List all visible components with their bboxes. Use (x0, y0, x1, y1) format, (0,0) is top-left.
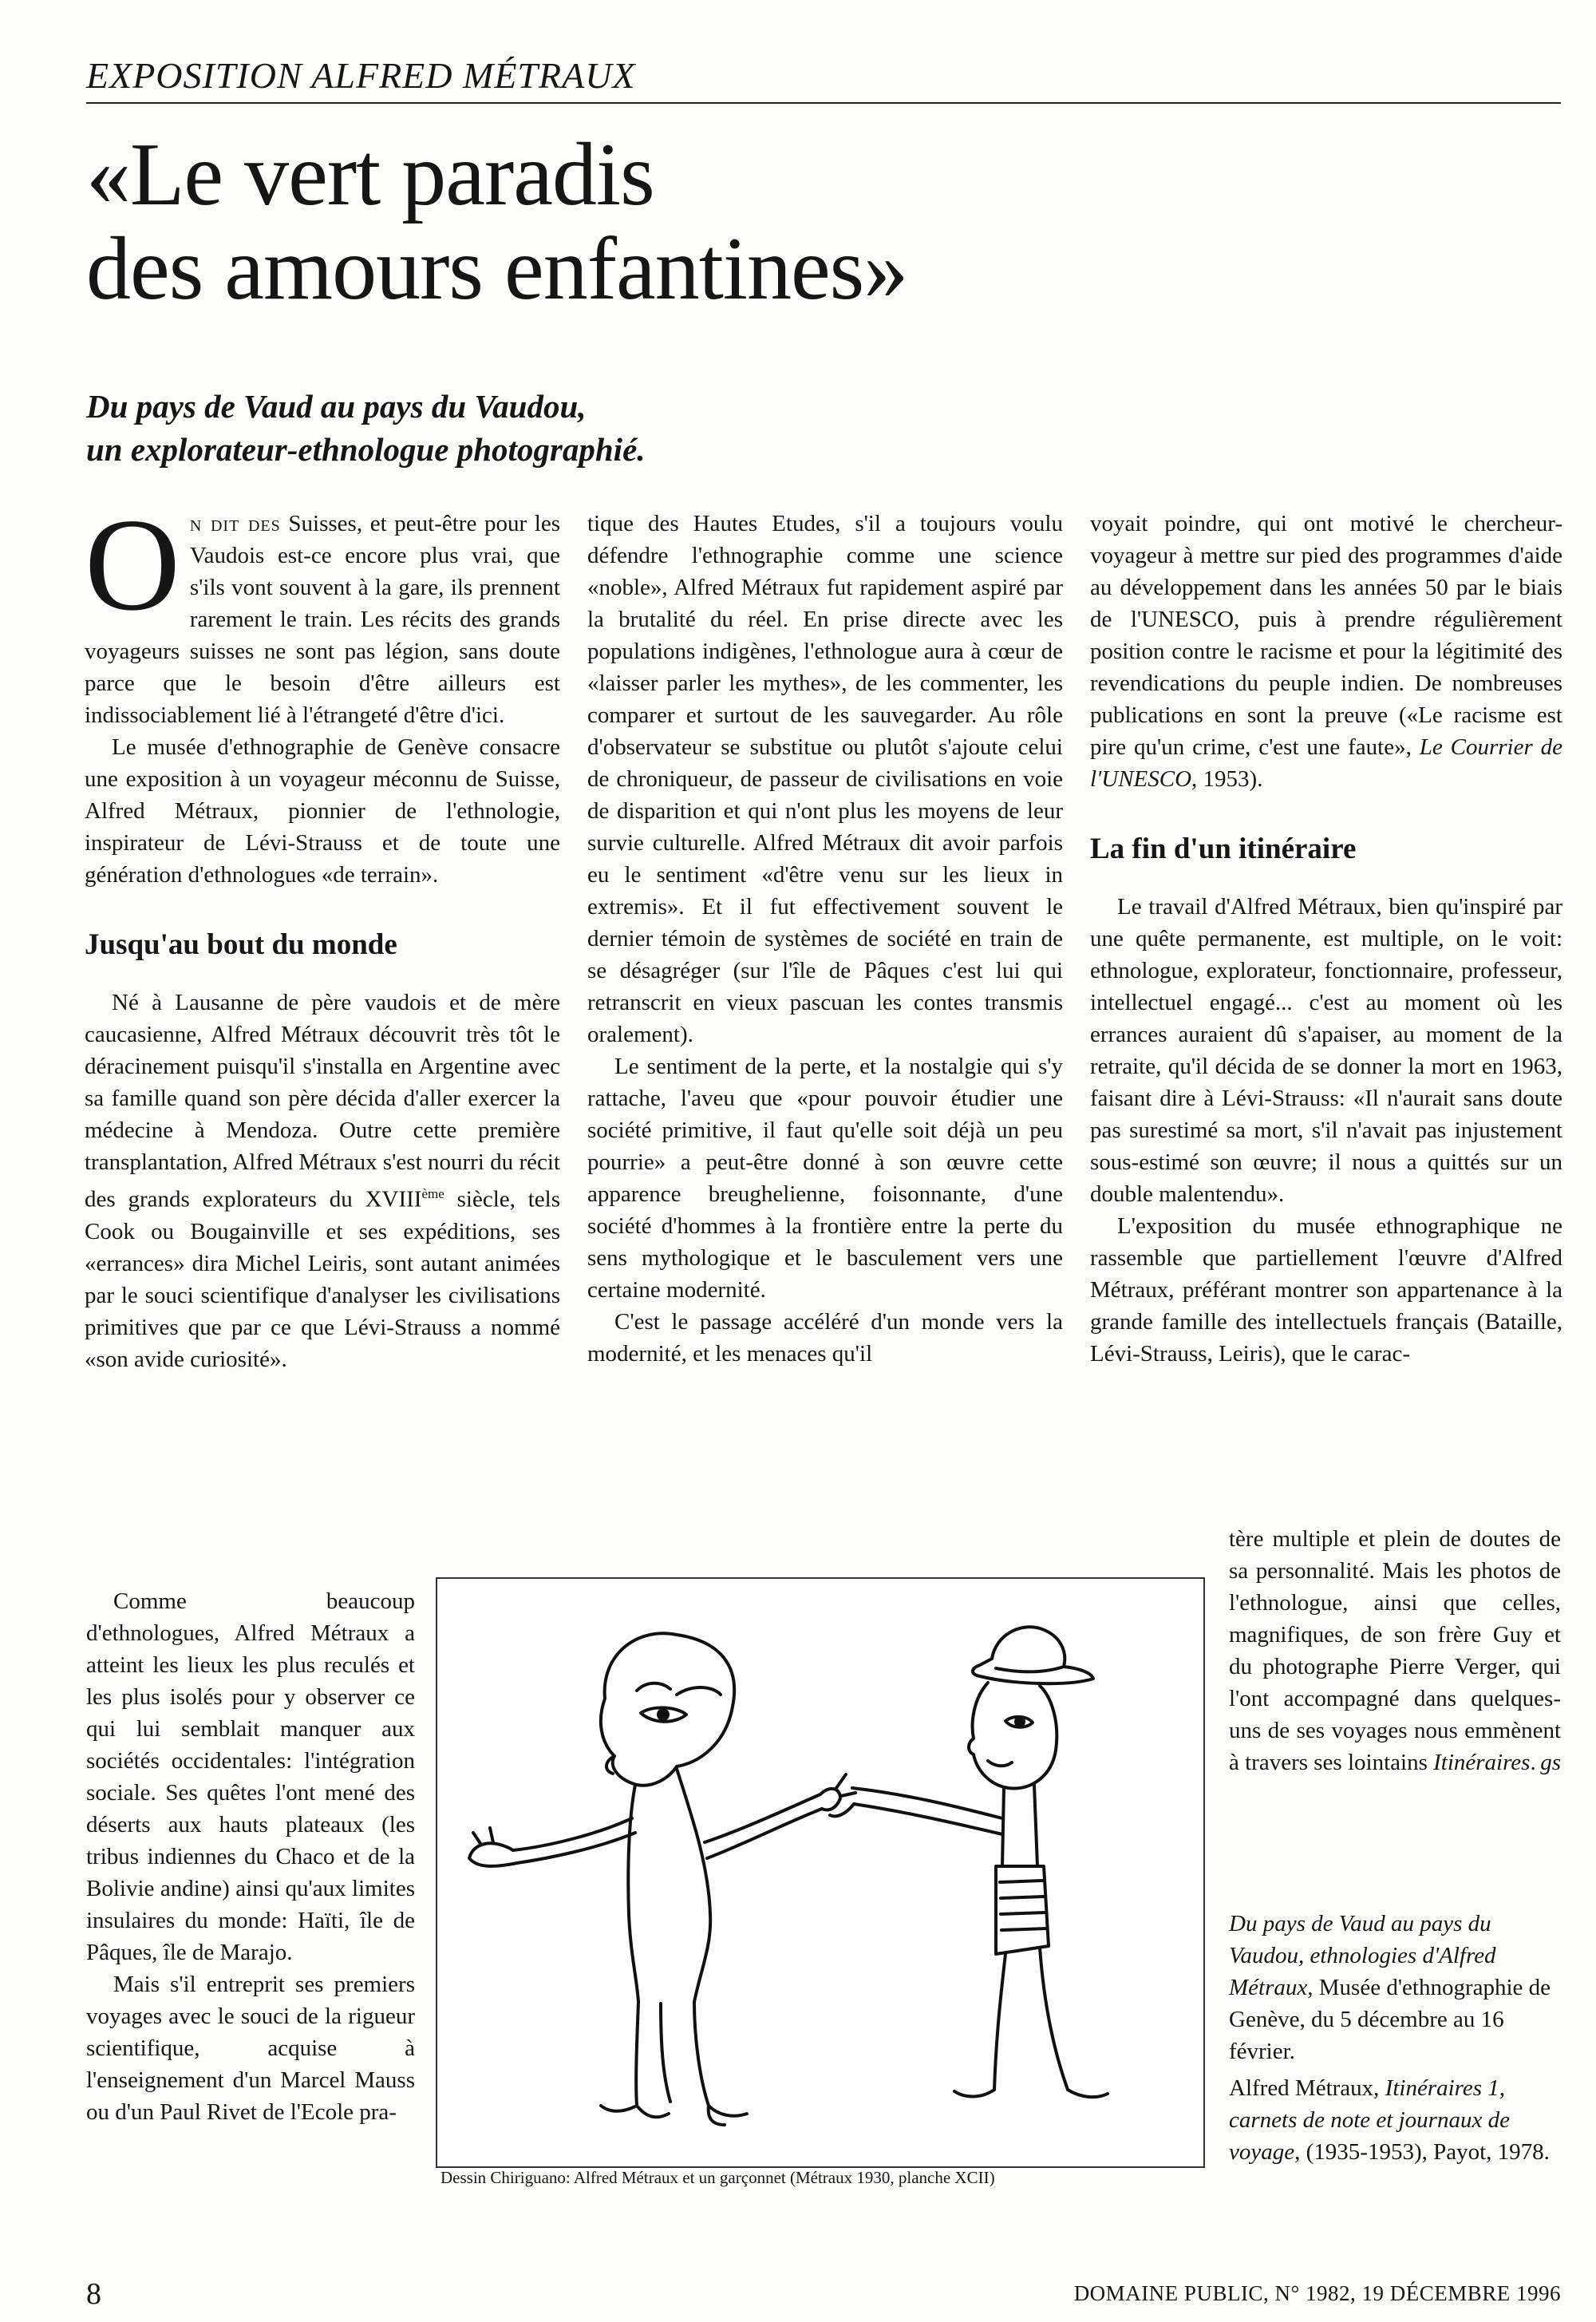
lead-small-caps: n dit des (189, 511, 281, 536)
article-title (86, 125, 908, 318)
figure-metraux-left-hand (469, 1828, 517, 1866)
page-number: 8 (86, 2277, 101, 2311)
column-1 (85, 491, 561, 1375)
article-subtitle (86, 385, 646, 471)
paragraph-first-voyages: Mais s'il entreprit ses premiers voyages avec le souci de la rigueur scientifique, acquise à l'enseignement d'un Marcel Mauss ou d'un Paul Rivet de l'Ecole pra- (86, 1972, 415, 2125)
article-title-line-2: des amours enfantines» (86, 220, 908, 318)
book-publisher: , (1935-1953), Payot, 1978. (1294, 2139, 1550, 2165)
paragraph-modernity: C'est le passage accéléré d'un monde vers la modernité, et les menaces qu'il (587, 1309, 1063, 1367)
publication-footer: DOMAINE PUBLIC, N° 1982, 19 DÉCEMBRE 1996 (1073, 2281, 1561, 2305)
book-reference (1229, 2072, 1561, 2168)
figure-boy-legs (994, 1948, 1068, 2090)
chiriguano-drawing (437, 1579, 1203, 2166)
paragraph-exposition: L'exposition du musée ethnographique ne rassemble que partiellement l'œuvre d'Alfred Métraux, préférant montrer son appartenance à la grande famille des intellectuels français (Bataille, Lévi-Strauss, Leiris), que le carac- (1090, 1213, 1562, 1367)
paragraph-chronicler: tique des Hautes Etudes, s'il a toujours voulu défendre l'ethnographie comme une science «noble», Alfred Métraux fut rapidement aspiré par la brutalité du réel. En prise directe avec les populations indigènes, l'ethnologue aura à cœur de «laisser parler les mythes», de les commenter, les comparer et surtout de les sauvegarder. Au rôle d'observateur se substitue ou plutôt s'ajoute celui de chroniqueur, de passeur de civilisations en voie de disparition et qui n'ont plus les moyens de leur survie culturelle. Alfred Métraux dit avoir parfois eu le sentiment «d'être venu sur les lieux in extremis». Et il fut effectivement souvent le dernier témoin de systèmes de société en train de se désagréger (sur l'île de Pâques c'est lui qui retranscrit en vieux pascuan les contes transmis oralement). (587, 511, 1063, 1047)
illustration-caption: Dessin Chiriguano: Alfred Métraux et un garçonnet (Métraux 1930, planche XCII) (440, 2168, 995, 2187)
paragraph-photos-end: . (1530, 1750, 1536, 1775)
header-rule (86, 102, 1561, 104)
exhibition-venue-dates: , Musée d'ethnographie de Genève, du 5 décembre au 16 février. (1229, 1975, 1551, 2064)
paragraph-multiple-work: Le travail d'Alfred Métraux, bien qu'inspiré par une quête permanente, est multiple, on le voit: ethnologue, explorateur, fonctionnaire, professeur, intellectuel engagé... c'est au moment où les errances auraient dû s'apaiser, au moment de la retraite, qu'il décida de se donner la mort en 1963, faisant dire à Lévi-Strauss: «Il n'aurait sans doute pas surestimé sa mort, s'il n'avait pas injustement sous-estimé son œuvre; il nous a quittés sur un double malentendu». (1090, 894, 1562, 1207)
exhibition-info (1229, 1908, 1561, 2173)
column-3 (1090, 508, 1562, 1370)
paragraph-biography-text-b: siècle, tels Cook ou Bougainville et ses expéditions, ses «errances» dira Michel Leiris, sont autant animées par le souci scientifique d'analyser les civilisations primitives que par ce que Lévi-Strauss a nommé «son avide curiosité». (85, 1186, 560, 1372)
paragraph-unesco (1090, 508, 1562, 795)
article-title-line-1: «Le vert paradis (86, 125, 654, 224)
section-kicker: EXPOSITION ALFRED MÉTRAUX (86, 55, 636, 96)
subheading-fin-itineraire: La fin d'un itinéraire (1090, 833, 1357, 865)
book-author: Alfred Métraux, (1229, 2075, 1385, 2101)
exhibition-details (1229, 1908, 1561, 2067)
paragraph-exhibition: Le musée d'ethnographie de Genève consacre une exposition à un voyageur méconnu de Suisse, Alfred Métraux, pionnier de l'ethnologie, inspirateur de Lévi-Strauss et de toute une génération d'ethnologues «de terrain». (85, 734, 560, 888)
figure-metraux-right-hand (820, 1774, 855, 1810)
illustration-frame (436, 1577, 1205, 2168)
subheading-bout-du-monde: Jusqu'au bout du monde (85, 928, 397, 961)
paragraph-unesco-end: , 1953). (1191, 766, 1263, 792)
figure-metraux-right-arm (705, 1794, 822, 1858)
column-1-lower (86, 1585, 415, 2128)
paragraph-quests: Comme beaucoup d'ethnologues, Alfred Métraux a atteint les lieux les plus reculés et les plus isolés pour y observer ce qui lui semblait manquer aux sociétés occidentales: l'intégration sociale. Ses quêtes l'ont mené des déserts aux hauts plateaux (les tribus indiennes du Chaco et de la Bolivie andine) ainsi qu'aux limites insulaires du monde: Haïti, île de Pâques, île de Marajo. (86, 1588, 415, 1965)
column-3-lower (1229, 1523, 1561, 1778)
itineraires-title: Itinéraires (1433, 1750, 1531, 1775)
paragraph-biography-text-a: Né à Lausanne de père vaudois et de mère caucasienne, Alfred Métraux découvrit très tôt le déracinement puisqu'il s'installa en Argentine avec sa famille quand son père décida d'aller exercer la médecine à Mendoza. Outre cette première transplantation, Alfred Métraux s'est nourri du récit des grands explorateurs du XVIII (85, 990, 560, 1212)
figure-boy-hat (973, 1627, 1093, 1683)
book-title: Itinéraires 1, carnets de note et journaux de voyage (1229, 2075, 1510, 2165)
paragraph-biography (85, 987, 560, 1375)
paragraph-intro-text: Suisses, et peut-être pour les Vaudois est-ce encore plus vrai, que s'ils vont souvent à la gare, ils prennent rarement le train. Les récits des grands voyageurs suisses ne sont pas légion, sans doute parce que le besoin d'être ailleurs est indissociablement lié à l'étrangeté d'être d'ici. (85, 511, 561, 728)
figure-boy-head (969, 1683, 1057, 1789)
figure-boy-arm (852, 1788, 1002, 1834)
paragraph-intro (85, 491, 561, 731)
column-2 (587, 508, 1063, 1370)
figure-metraux-left-arm (513, 1818, 635, 1863)
article-subtitle-line-2: un explorateur-ethnologue photographié. (86, 431, 646, 468)
author-signature: gs (1540, 1750, 1561, 1775)
superscript-eme: ème (421, 1186, 444, 1201)
courrier-unesco-title: Le Courrier de l'UNESCO (1090, 734, 1563, 792)
exhibition-title: Du pays de Vaud au pays du Vaudou, ethnologies d'Alfred Métraux (1229, 1911, 1496, 2000)
article-subtitle-line-1: Du pays de Vaud au pays du Vaudou, (86, 388, 587, 425)
paragraph-photos (1229, 1523, 1561, 1778)
drop-cap: O (85, 491, 180, 638)
paragraph-photos-text: tère multiple et plein de doutes de sa personnalité. Mais les photos de l'ethnologue, ainsi que celles, magnifiques, de son frère Guy et du photographe Pierre Verger, qui l'ont accompagné dans quelques-uns de ses voyages nous emmènent à travers ses lointains (1229, 1526, 1561, 1775)
figure-metraux-legs (636, 2002, 709, 2106)
figure-metraux-body (628, 1769, 710, 2002)
paragraph-unesco-text: voyait poindre, qui ont motivé le chercheur-voyageur à mettre sur pied des programmes d'aide au développement dans les années 50 par le biais de l'UNESCO, puis à prendre régulièrement position contre le racisme et pour la légitimité des revendications du peuple indien. De nombreuses publications en sont la preuve («Le racisme est pire qu'un crime, c'est une faute», (1090, 511, 1562, 760)
paragraph-nostalgia: Le sentiment de la perte, et la nostalgie qui s'y rattache, l'aveu que «pour pouvoir étudier une société primitive, il faut qu'elle soit déjà un peu pourrie» a peut-être donné à son œuvre cette apparence breughelienne, foisonnante, d'une société d'hommes à la frontière entre la perte du sens mythologique et le basculement vers une certaine modernité. (587, 1054, 1063, 1303)
